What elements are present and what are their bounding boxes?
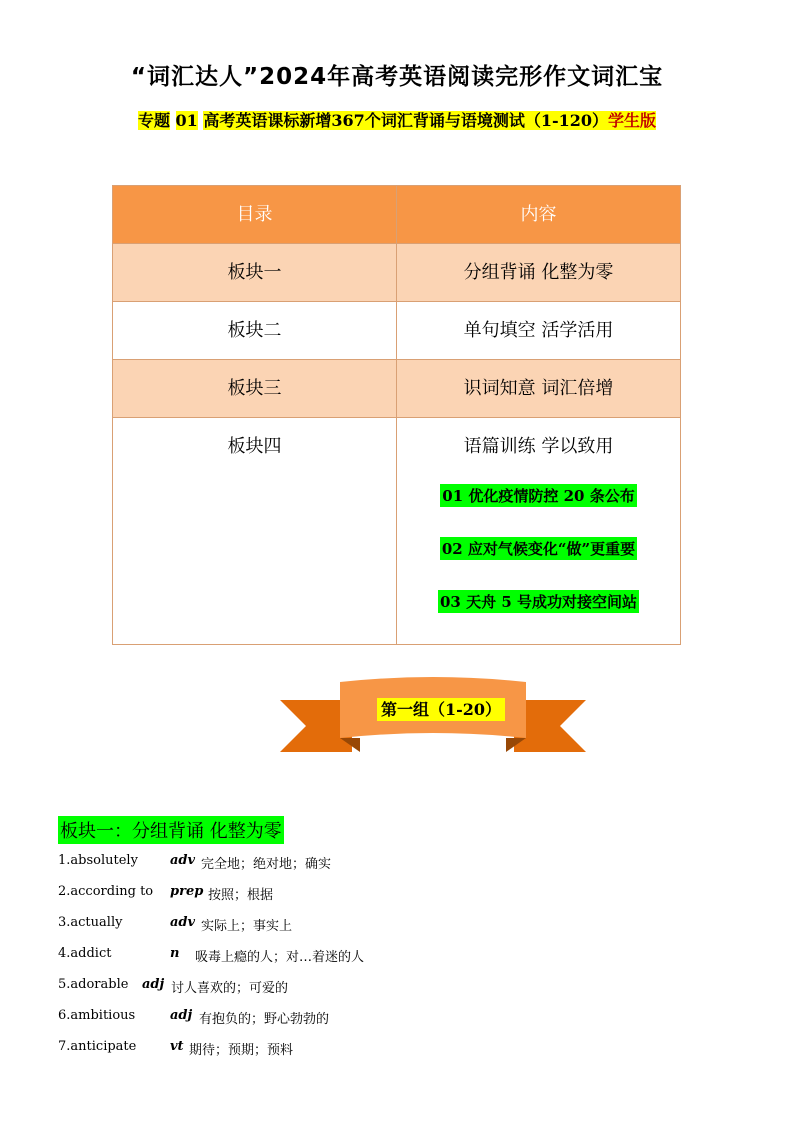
toc-section-content: 单句填空 活学活用 bbox=[397, 302, 681, 360]
vocab-meaning: 讨人喜欢的；可爱的 bbox=[171, 981, 289, 996]
subtitle-edition: 学生版 bbox=[608, 111, 657, 130]
subtitle-part: 个词汇背诵与语境测试（ bbox=[364, 111, 541, 130]
vocab-meaning: 有抱负的；野心勃勃的 bbox=[199, 1012, 330, 1027]
vocab-pos: n bbox=[170, 946, 180, 961]
vocab-word: 3.actually bbox=[58, 915, 123, 930]
vocab-meaning: 实际上；事实上 bbox=[201, 919, 293, 934]
toc-section-name: 板块四 bbox=[113, 418, 397, 645]
group-label-text: 第一组（1-20） bbox=[377, 698, 505, 721]
subtitle-range: 1-120 bbox=[540, 111, 592, 130]
vocab-pos: vt bbox=[170, 1039, 184, 1054]
vocab-word: 7.anticipate bbox=[58, 1039, 137, 1054]
table-row bbox=[113, 418, 681, 645]
table-row bbox=[113, 244, 681, 302]
toc-section-content: 分组背诵 化整为零 bbox=[397, 244, 681, 302]
vocab-meaning: 期待；预期；预料 bbox=[189, 1043, 294, 1058]
subtitle-part: 专题 bbox=[137, 111, 170, 130]
toc-section-name: 板块三 bbox=[113, 360, 397, 418]
vocab-meaning: 完全地；绝对地；确实 bbox=[201, 857, 332, 872]
vocab-pos: adv bbox=[170, 853, 196, 868]
toc-header-catalog: 目录 bbox=[113, 186, 397, 244]
table-row bbox=[113, 302, 681, 360]
section-heading: 板块一：分组背诵 化整为零 bbox=[58, 816, 284, 844]
vocab-meaning: 吸毒上瘾的人；对…着迷的人 bbox=[195, 950, 365, 965]
subtitle-part: 高考英语课标新增 bbox=[203, 111, 332, 130]
toc-sub-list bbox=[398, 484, 679, 613]
toc-section-content: 识词知意 词汇倍增 bbox=[397, 360, 681, 418]
table-of-contents bbox=[112, 185, 681, 645]
vocab-pos: prep bbox=[170, 884, 204, 899]
vocab-pos: adj bbox=[142, 977, 165, 992]
vocab-word: 6.ambitious bbox=[58, 1008, 136, 1023]
subtitle-part: ） bbox=[592, 111, 609, 130]
toc-section-name: 板块二 bbox=[113, 302, 397, 360]
toc-section-name: 板块一 bbox=[113, 244, 397, 302]
subtitle-number: 01 bbox=[175, 111, 198, 130]
toc-header-content: 内容 bbox=[397, 186, 681, 244]
toc-section-content bbox=[397, 418, 681, 645]
group-label bbox=[361, 694, 521, 726]
vocab-pos: adv bbox=[170, 915, 196, 930]
toc-sub-item: 02 应对气候变化“做”更重要 bbox=[440, 537, 637, 560]
vocab-meaning: 按照；根据 bbox=[208, 888, 274, 903]
subtitle-number: 367 bbox=[331, 111, 365, 130]
vocab-word: 2.according to bbox=[58, 884, 154, 899]
table-row bbox=[113, 360, 681, 418]
document-subtitle bbox=[0, 108, 794, 131]
toc-sub-item: 03 天舟 5 号成功对接空间站 bbox=[438, 590, 639, 613]
vocab-pos: adj bbox=[170, 1008, 193, 1023]
document-title: “词汇达人”2024年高考英语阅读完形作文词汇宝 bbox=[130, 64, 664, 90]
vocab-word: 5.adorable bbox=[58, 977, 129, 992]
toc-section-title: 语篇训练 学以致用 bbox=[463, 436, 614, 457]
vocab-word: 1.absolutely bbox=[58, 853, 138, 868]
toc-sub-item: 01 优化疫情防控 20 条公布 bbox=[440, 484, 636, 507]
vocab-word: 4.addict bbox=[58, 946, 112, 961]
